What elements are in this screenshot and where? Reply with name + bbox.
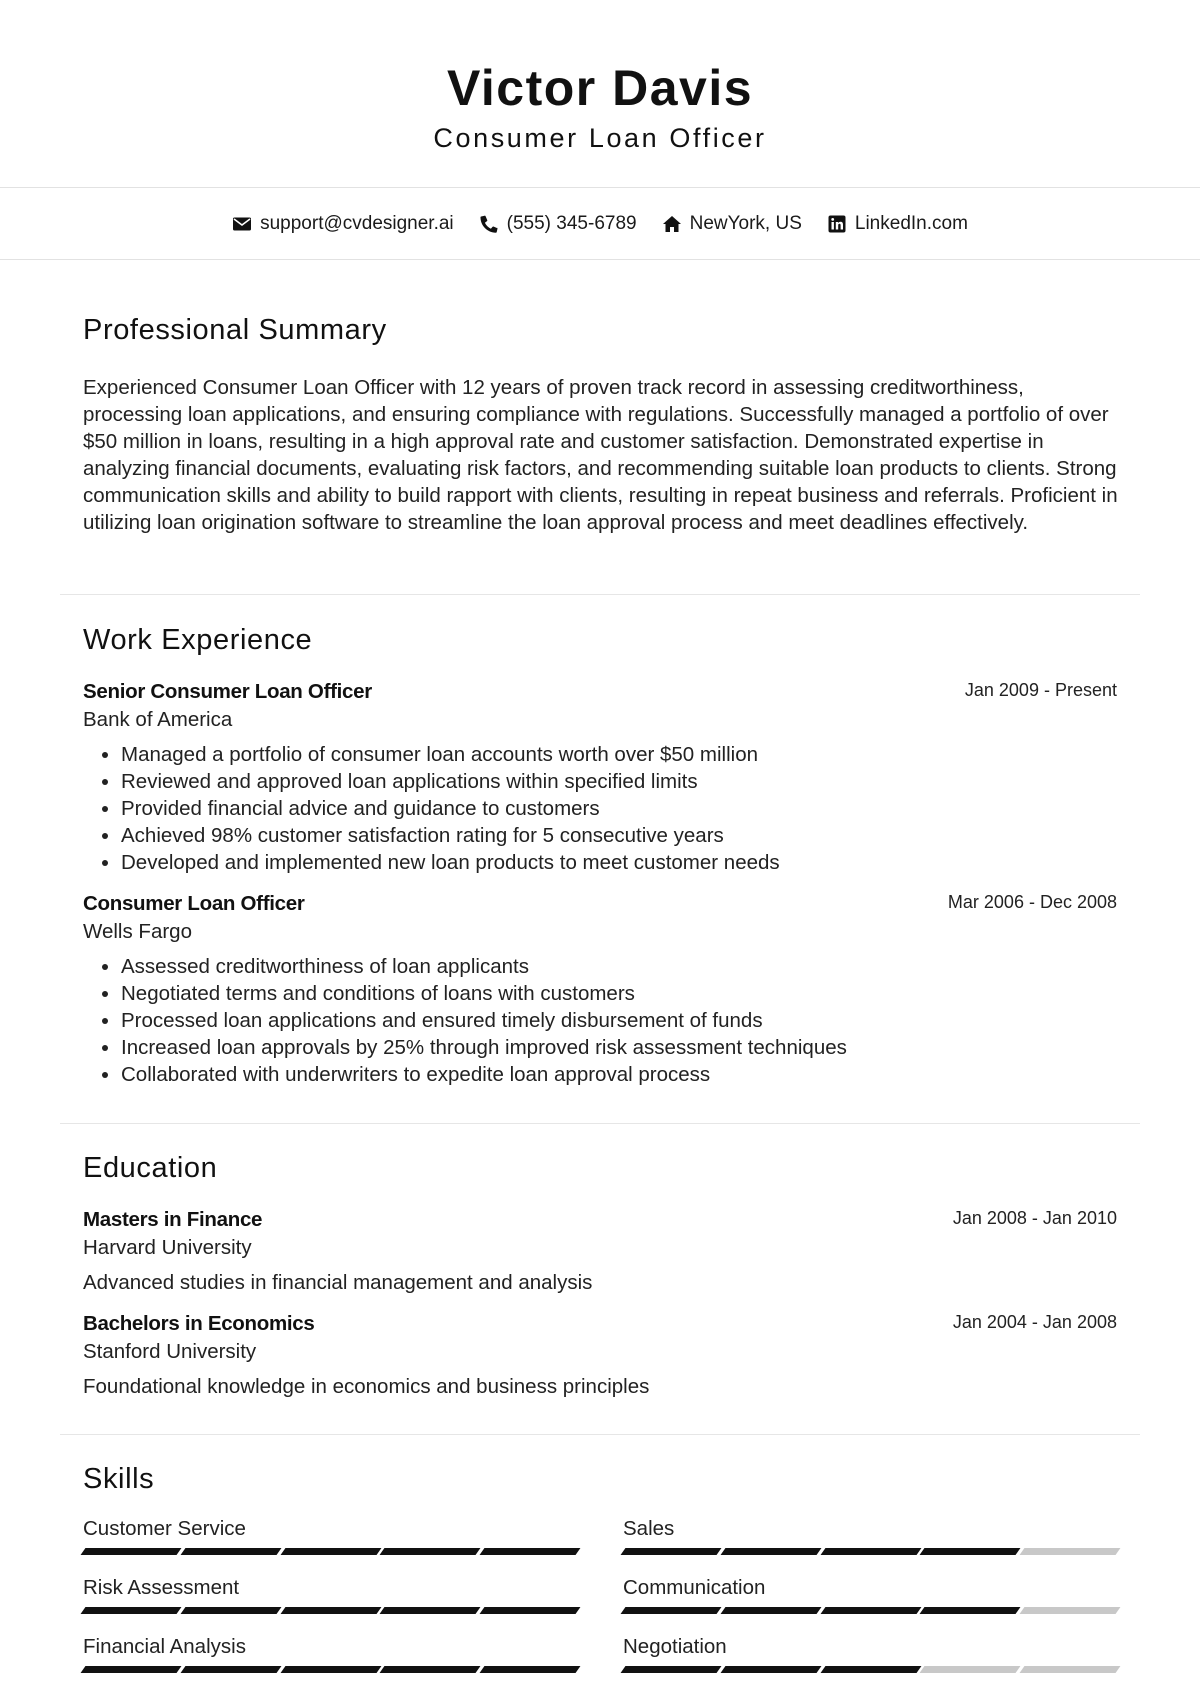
section-divider [60, 594, 1140, 595]
education-entry [60, 1206, 1140, 1296]
email-text: support@cvdesigner.ai [260, 212, 454, 234]
skill-segment-empty [1020, 1666, 1121, 1673]
section-divider [60, 1434, 1140, 1435]
skill-segment-filled [480, 1666, 581, 1673]
candidate-name: Victor Davis [446, 60, 754, 116]
summary-heading: Professional Summary [83, 314, 387, 346]
skill-segment-filled [480, 1607, 581, 1614]
phone-icon [479, 214, 499, 234]
skill-segment-empty [1020, 1607, 1121, 1614]
job-bullet: • Provided financial advice and guidance to customers [121, 795, 1117, 822]
skill-segment-filled [720, 1548, 821, 1555]
skill-level-bar [623, 1666, 1118, 1673]
degree-name: Masters in Finance [83, 1208, 263, 1231]
skills-heading: Skills [83, 1463, 155, 1495]
degree-name: Bachelors in Economics [83, 1312, 315, 1335]
skill-segment-filled [81, 1666, 182, 1673]
job-entry [60, 890, 1140, 1088]
skill-segment-filled [180, 1548, 281, 1555]
job-bullet: • Collaborated with underwriters to expedite loan approval process [121, 1061, 1117, 1088]
skill-level-bar [83, 1548, 578, 1555]
education-section [60, 1150, 1140, 1400]
skill-name: Communication [623, 1576, 766, 1599]
job-entry [60, 678, 1140, 876]
skill-segment-filled [280, 1548, 381, 1555]
linkedin-text: LinkedIn.com [854, 212, 968, 234]
job-bullets [83, 953, 1117, 1088]
job-company: Wells Fargo [83, 920, 192, 943]
skill-segment-empty [1020, 1548, 1121, 1555]
skill-name: Sales [623, 1517, 675, 1540]
job-bullet: • Assessed creditworthiness of loan applicants [121, 953, 1117, 980]
skill-item [83, 1515, 623, 1574]
skill-segment-empty [920, 1666, 1021, 1673]
job-company: Bank of America [83, 708, 233, 731]
skill-segment-filled [480, 1548, 581, 1555]
school-name: Harvard University [83, 1236, 252, 1259]
skill-level-bar [623, 1548, 1118, 1555]
skill-segment-filled [180, 1666, 281, 1673]
skill-level-bar [83, 1607, 578, 1614]
contact-phone[interactable] [479, 213, 637, 235]
skill-segment-filled [380, 1548, 481, 1555]
job-role: Senior Consumer Loan Officer [83, 680, 372, 703]
skill-segment-filled [720, 1666, 821, 1673]
job-dates: Jan 2009 - Present [964, 680, 1117, 700]
skill-segment-filled [380, 1607, 481, 1614]
skill-item [83, 1574, 623, 1633]
skill-name: Customer Service [83, 1517, 246, 1540]
skill-segment-filled [820, 1548, 921, 1555]
job-bullet: • Increased loan approvals by 25% through improved risk assessment techniques [121, 1034, 1117, 1061]
skill-segment-filled [920, 1548, 1021, 1555]
skill-name: Financial Analysis [83, 1635, 246, 1658]
education-heading: Education [83, 1152, 218, 1184]
location-text: NewYork, US [689, 212, 802, 234]
summary-section [60, 312, 1140, 536]
school-name: Stanford University [83, 1340, 257, 1363]
education-description: Advanced studies in financial management and analysis [83, 1271, 593, 1294]
job-bullet: • Reviewed and approved loan applications within specified limits [121, 768, 1117, 795]
skill-item [83, 1633, 623, 1684]
job-bullets [83, 741, 1117, 876]
contact-email[interactable] [232, 213, 454, 235]
skill-segment-filled [380, 1666, 481, 1673]
job-bullet: • Achieved 98% customer satisfaction rating for 5 consecutive years [121, 822, 1117, 849]
job-bullet: • Developed and implemented new loan products to meet customer needs [121, 849, 1117, 876]
skills-grid [60, 1515, 1140, 1684]
education-entry [60, 1310, 1140, 1400]
skill-segment-filled [820, 1607, 921, 1614]
skill-segment-filled [280, 1607, 381, 1614]
experience-section [60, 622, 1140, 1088]
education-dates: Jan 2004 - Jan 2008 [952, 1312, 1117, 1332]
skill-segment-filled [280, 1666, 381, 1673]
candidate-title: Consumer Loan Officer [433, 123, 767, 153]
job-bullet: • Processed loan applications and ensured timely disbursement of funds [121, 1007, 1117, 1034]
skill-item [623, 1574, 1163, 1633]
job-bullet: • Managed a portfolio of consumer loan accounts worth over $50 million [121, 741, 1117, 768]
summary-text: Experienced Consumer Loan Officer with 12 years of proven track record in assessing creditworthiness, processing loan applications, and ensuring compliance with regulations. Successfully managed a portfolio of over $50 million in loans, resulting in a high approval rate and customer satisfaction. Demonstrated expertise in analyzing financial documents, evaluating risk factors, and recommending suitable loan products to clients. Strong communication skills and ability to build rapport with clients, resulting in repeat business and referrals. Proficient in utilizing loan origination software to streamline the loan approval process and meet deadlines effectively. [83, 376, 1118, 534]
resume-header [0, 0, 1200, 187]
skill-segment-filled [820, 1666, 921, 1673]
skill-item [623, 1515, 1163, 1574]
home-icon [662, 214, 682, 234]
skill-item [623, 1633, 1163, 1684]
skill-segment-filled [621, 1548, 722, 1555]
job-role: Consumer Loan Officer [83, 892, 305, 915]
envelope-icon [232, 214, 252, 234]
skill-segment-filled [180, 1607, 281, 1614]
linkedin-icon [827, 214, 847, 234]
job-dates: Mar 2006 - Dec 2008 [947, 892, 1117, 912]
skills-section [60, 1461, 1140, 1684]
skill-segment-filled [81, 1548, 182, 1555]
skill-name: Negotiation [623, 1635, 727, 1658]
education-description: Foundational knowledge in economics and business principles [83, 1375, 650, 1398]
section-divider [60, 1123, 1140, 1124]
experience-heading: Work Experience [83, 624, 313, 656]
skill-level-bar [623, 1607, 1118, 1614]
skill-segment-filled [720, 1607, 821, 1614]
skill-segment-filled [621, 1607, 722, 1614]
skill-segment-filled [621, 1666, 722, 1673]
skill-level-bar [83, 1666, 578, 1673]
job-bullet: • Negotiated terms and conditions of loans with customers [121, 980, 1117, 1007]
contact-linkedin[interactable] [827, 213, 968, 235]
phone-text: (555) 345-6789 [506, 212, 637, 234]
contact-bar [0, 187, 1200, 260]
education-dates: Jan 2008 - Jan 2010 [952, 1208, 1117, 1228]
skill-name: Risk Assessment [83, 1576, 240, 1599]
skill-segment-filled [920, 1607, 1021, 1614]
skill-segment-filled [81, 1607, 182, 1614]
contact-location [662, 213, 802, 235]
